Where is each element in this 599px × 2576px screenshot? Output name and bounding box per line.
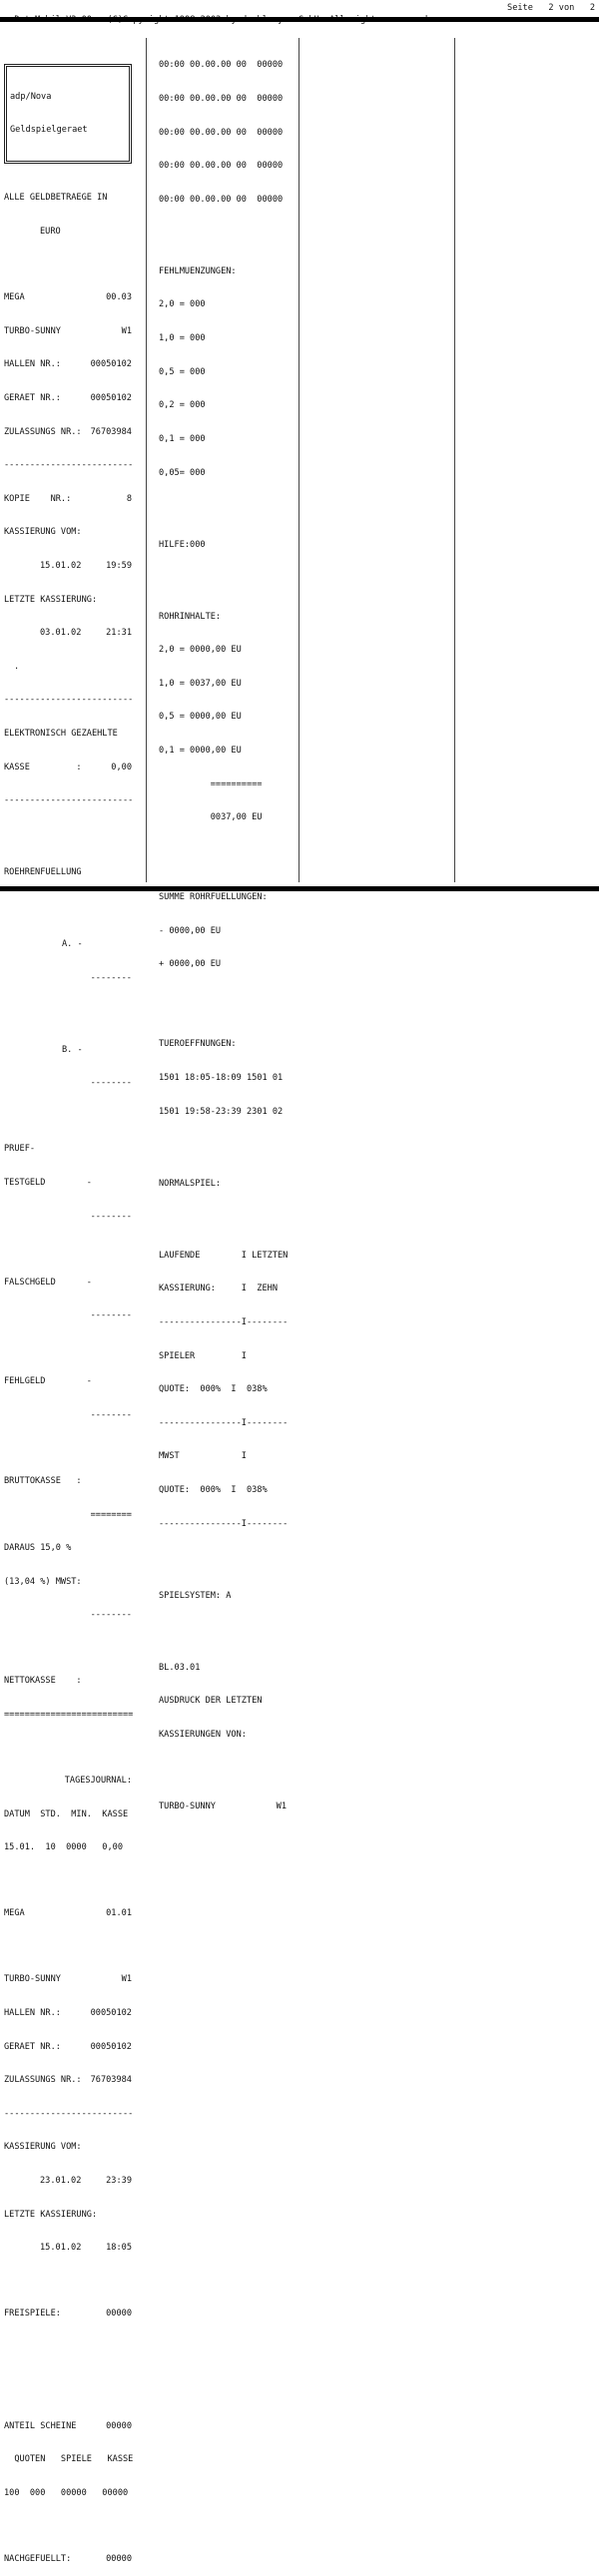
daraus-label: DARAUS 15,0 %	[4, 1543, 72, 1554]
stats-table-row: KASSIERUNG: I ZEHN	[159, 1284, 278, 1294]
rohr-double-rule: ==========	[159, 778, 263, 789]
kassierung2-label: KASSIERUNG VOM:	[4, 2142, 82, 2153]
receipt-column-2	[159, 38, 303, 1823]
stats-table-row: QUOTE: 000% I 038%	[159, 1384, 268, 1395]
fehl-row: 0,5 = 000	[159, 366, 206, 377]
bruttokasse-line: ========	[90, 1509, 132, 1520]
roehre-a-line: --------	[90, 972, 132, 983]
turbo2-row: TURBO-SUNNY W1	[4, 1974, 132, 1985]
kopie-row: KOPIE NR.: 8	[4, 493, 132, 504]
stats-table-row: ----------------I--------	[159, 1518, 289, 1529]
ausdruck-label-1: AUSDRUCK DER LETZTEN	[159, 1696, 263, 1707]
stats-table-row: MWST I	[159, 1451, 247, 1462]
bruttokasse-label: BRUTTOKASSE :	[4, 1475, 82, 1486]
time-row: 00:00 00.00.00 00 00000	[159, 194, 284, 205]
roehre-b-label: B. -	[62, 1044, 83, 1055]
time-row: 00:00 00.00.00 00 00000	[159, 161, 284, 172]
geraet-row: GERAET NR.: 00050102	[4, 392, 132, 403]
tuer-row: 1501 19:58-23:39 2301 02	[159, 1106, 284, 1117]
dot-mark: .	[14, 661, 20, 672]
elektronisch-label: ELEKTRONISCH GEZAEHLTE	[4, 728, 118, 739]
receipt-column-1	[4, 44, 134, 2576]
letzte-kassierung-value: 03.01.02 21:31	[40, 628, 132, 639]
kassierung-vom-label: KASSIERUNG VOM:	[4, 527, 82, 538]
stats-table-row: ----------------I--------	[159, 1417, 289, 1428]
column-divider-3	[454, 38, 455, 882]
nachgefuellt-row: NACHGEFUELLT: 00000	[4, 2553, 132, 2564]
rohr-row: 2,0 = 0000,00 EU	[159, 645, 242, 656]
roehrenfuellung-label: ROEHRENFUELLUNG	[4, 867, 82, 878]
falschgeld-line: --------	[90, 1310, 132, 1321]
kassierung2-value: 23.01.02 23:39	[40, 2175, 132, 2186]
stats-table-row: SPIELER I	[159, 1350, 247, 1361]
spielsystem-label: SPIELSYSTEM: A	[159, 1590, 232, 1601]
fehl-row: 0,2 = 000	[159, 400, 206, 411]
turbo-sunny-row: TURBO-SUNNY W1	[159, 1801, 287, 1811]
summe-plus: + 0000,00 EU	[159, 959, 222, 970]
rohrinhalte-label: ROHRINHALTE:	[159, 611, 222, 622]
separator: -------------------------	[4, 2108, 134, 2119]
rohr-row: 1,0 = 0037,00 EU	[159, 678, 242, 689]
freispiele-row: FREISPIELE: 00000	[4, 2309, 132, 2319]
fehlgeld-line: --------	[90, 1409, 132, 1420]
currency-note-2: EURO	[40, 227, 61, 238]
time-row: 00:00 00.00.00 00 00000	[159, 127, 284, 138]
stats-table-row: QUOTE: 000% I 038%	[159, 1484, 268, 1495]
device-type: Geldspielgeraet	[10, 125, 88, 136]
time-row: 00:00 00.00.00 00 00000	[159, 60, 284, 71]
nettokasse-label: NETTOKASSE :	[4, 1676, 82, 1687]
hallen-row: HALLEN NR.: 00050102	[4, 359, 132, 370]
letzte2-value: 15.01.02 18:05	[40, 2243, 132, 2254]
mega2-row: MEGA 01.01	[4, 1908, 132, 1919]
tueroeffnungen-label: TUEROEFFNUNGEN:	[159, 1039, 237, 1050]
separator: -------------------------	[4, 695, 134, 706]
separator: -------------------------	[4, 460, 134, 471]
anteil-row: ANTEIL SCHEINE 00000	[4, 2420, 132, 2431]
double-rule: =========================	[4, 1710, 134, 1721]
roehre-b-line: --------	[90, 1078, 132, 1089]
testgeld-label: TESTGELD -	[4, 1178, 92, 1189]
testgeld-line: --------	[90, 1211, 132, 1222]
time-row: 00:00 00.00.00 00 00000	[159, 94, 284, 105]
tuer-row: 1501 18:05-18:09 1501 01	[159, 1073, 284, 1084]
mega-row: MEGA 00.03	[4, 292, 132, 303]
fehl-row: 0,1 = 000	[159, 433, 206, 444]
letzte2-label: LETZTE KASSIERUNG:	[4, 2209, 98, 2220]
kasse-row: KASSE : 0,00	[4, 762, 132, 773]
letzte-kassierung-label: LETZTE KASSIERUNG:	[4, 594, 98, 605]
falschgeld-label: FALSCHGELD -	[4, 1277, 92, 1288]
kassierung-vom-value: 15.01.02 19:59	[40, 560, 132, 571]
fehlmuenzungen-label: FEHLMUENZUNGEN:	[159, 265, 237, 276]
ausdruck-label-2: KASSIERUNGEN VON:	[159, 1729, 247, 1740]
zulassung-row: ZULASSUNGS NR.: 76703984	[4, 426, 132, 437]
stats-table-row: LAUFENDE I LETZTEN	[159, 1250, 289, 1261]
column-divider-1	[146, 38, 147, 882]
tagesjournal-label: TAGESJOURNAL:	[64, 1776, 132, 1787]
header-rule	[0, 17, 599, 22]
stats-table-row: ----------------I--------	[159, 1316, 289, 1327]
device-box	[6, 66, 130, 162]
separator: -------------------------	[4, 795, 134, 806]
bl-label: BL.03.01	[159, 1662, 201, 1673]
rohr-total: 0037,00 EU	[159, 812, 263, 823]
footer-rule	[0, 886, 599, 891]
quoten-row: 100 000 00000 00000	[4, 2487, 129, 2498]
hilfe-label: HILFE:000	[159, 539, 206, 550]
zulassung2-row: ZULASSUNGS NR.: 76703984	[4, 2075, 132, 2086]
normalspiel-label: NORMALSPIEL:	[159, 1178, 222, 1189]
hallen2-row: HALLEN NR.: 00050102	[4, 2007, 132, 2018]
fehl-row: 1,0 = 000	[159, 333, 206, 344]
fehl-row: 0,05= 000	[159, 467, 206, 478]
page-header	[4, 2, 597, 14]
device-vendor: adp/Nova	[10, 91, 52, 102]
summe-label: SUMME ROHRFUELLUNGEN:	[159, 892, 268, 903]
pruef-label: PRUEF-	[4, 1144, 36, 1155]
mwst-line: --------	[90, 1610, 132, 1621]
tagesjournal-header: DATUM STD. MIN. KASSE	[4, 1808, 129, 1819]
fehl-row: 2,0 = 000	[159, 299, 206, 310]
turbo-row: TURBO-SUNNY W1	[4, 325, 132, 336]
rohr-row: 0,5 = 0000,00 EU	[159, 712, 242, 723]
page-number: Seite 2 von 2	[507, 3, 595, 13]
quoten-header: QUOTEN SPIELE KASSE	[4, 2454, 134, 2465]
geraet2-row: GERAET NR.: 00050102	[4, 2041, 132, 2052]
fehlgeld-label: FEHLGELD -	[4, 1376, 92, 1387]
rohr-row: 0,1 = 0000,00 EU	[159, 745, 242, 756]
mwst-label: (13,04 %) MWST:	[4, 1576, 82, 1587]
roehre-a-label: A. -	[62, 939, 83, 950]
tagesjournal-row: 15.01. 10 0000 0,00	[4, 1842, 123, 1853]
currency-note-1: ALLE GELDBETRAEGE IN	[4, 193, 108, 204]
summe-minus: - 0000,00 EU	[159, 925, 222, 936]
